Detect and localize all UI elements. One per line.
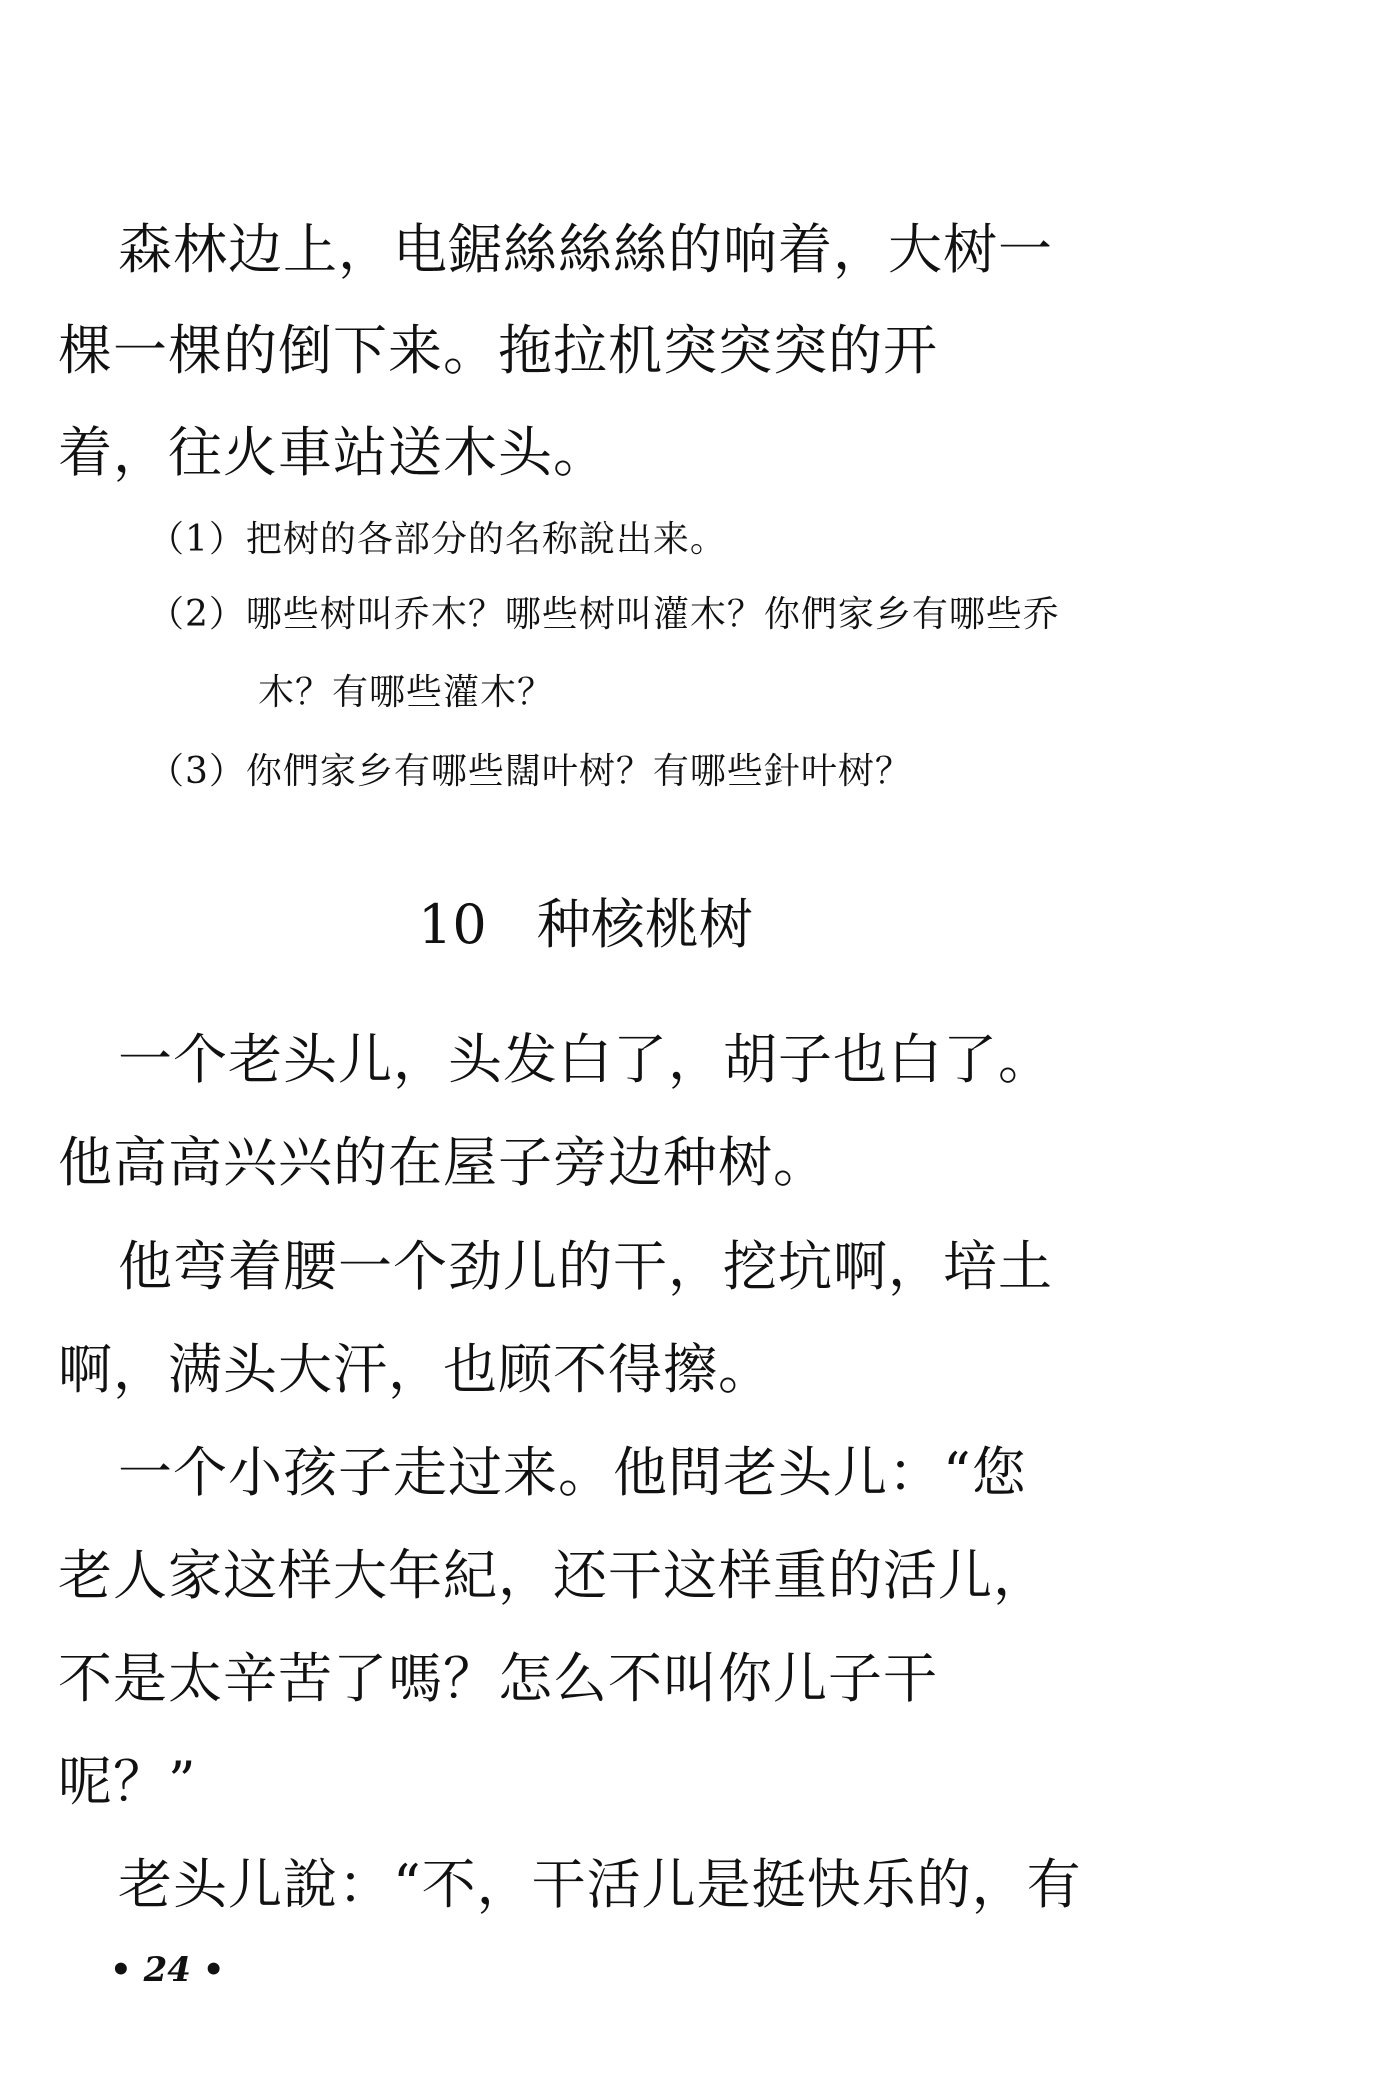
question-text: 把树的各部分的名称說出来。 [245,519,727,560]
body-line-1: 一个老头儿，头发白了，胡子也白了。 [118,1028,1053,1091]
question-number: （1） [148,519,246,560]
body-line-3: 他弯着腰一个劲儿的干，挖坑啊，培土 [118,1235,1053,1298]
question-2 [148,590,1060,640]
body-line-2: 他高高兴兴的在屋子旁边种树。 [58,1131,828,1194]
question-3 [148,747,912,797]
question-2-continuation: 木？有哪些灌木？ [258,672,555,713]
body-line-9: 老头儿說：“不，干活儿是挺快乐的，有 [118,1853,1082,1916]
intro-line-1: 森林边上，电鋸絲絲絲的响着，大树一 [118,218,1053,281]
question-1 [148,515,727,565]
question-text: 哪些树叫乔木？哪些树叫灌木？你們家乡有哪些乔 [245,594,1060,635]
lesson-heading [418,890,753,960]
body-line-6: 老人家这样大年紀，还干这样重的活儿， [58,1544,1048,1607]
lesson-title: 种核桃树 [536,893,753,956]
body-line-8: 呢？” [58,1750,197,1813]
intro-line-2: 棵一棵的倒下来。拖拉机突突突的开 [58,319,938,382]
lesson-number: 10 [418,893,487,956]
page-number: • 24 • [110,1950,225,1990]
question-number: （2） [148,594,246,635]
body-line-7: 不是太辛苦了嗎？怎么不叫你儿子干 [58,1647,938,1710]
question-text: 你們家乡有哪些闊叶树？有哪些針叶树？ [245,751,912,792]
body-line-5: 一个小孩子走过来。他問老头儿：“您 [118,1441,1027,1504]
question-number: （3） [148,751,246,792]
body-line-4: 啊，满头大汗，也顾不得擦。 [58,1338,773,1401]
intro-line-3: 着，往火車站送木头。 [58,421,608,484]
